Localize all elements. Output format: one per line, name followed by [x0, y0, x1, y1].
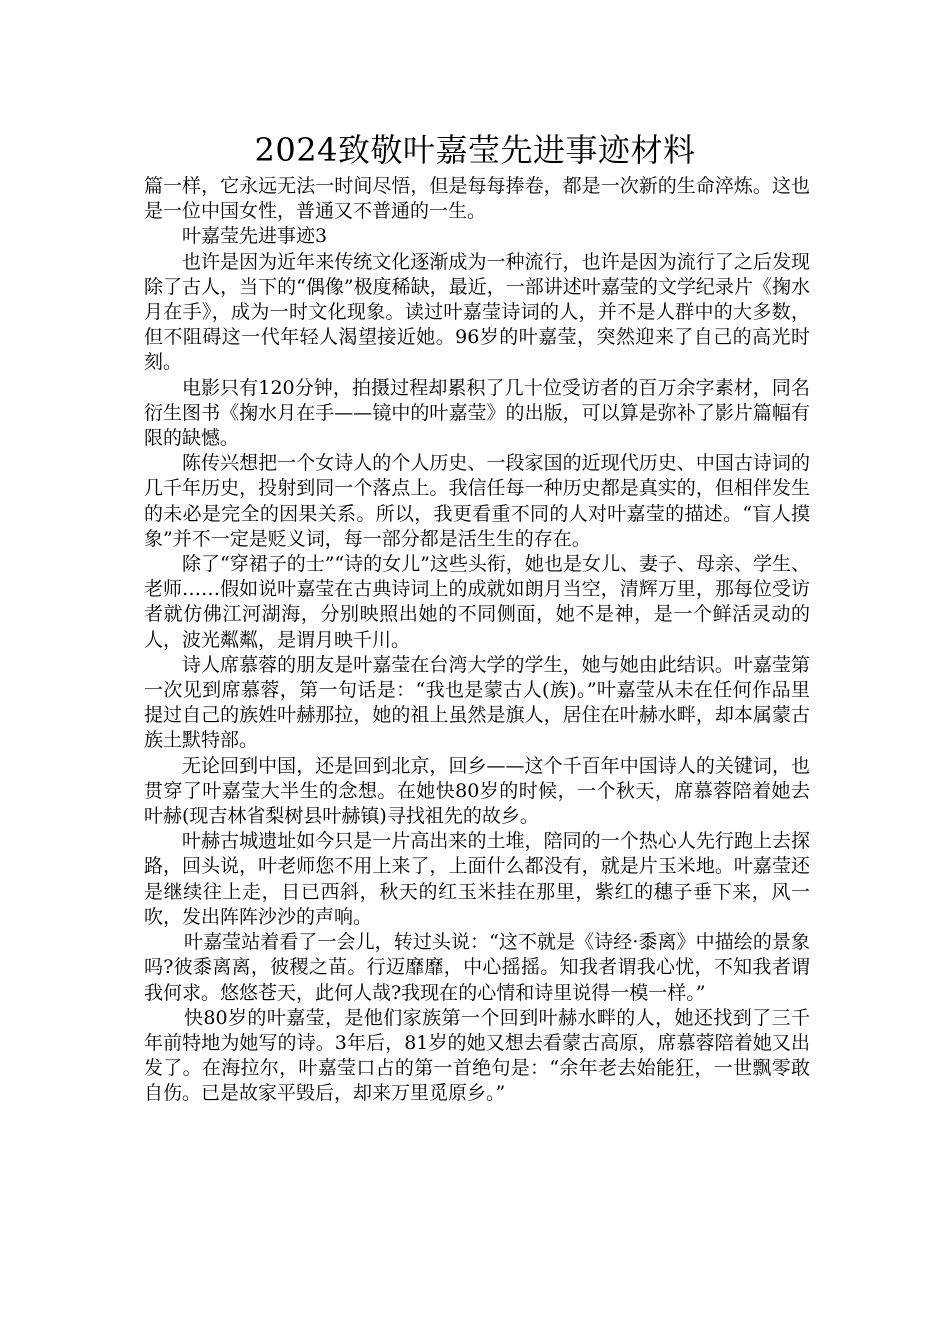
paragraph: 也许是因为近年来传统文化逐渐成为一种流行，也许是因为流行了之后发现除了古人，当下的“偶像”极度稀缺，最近，一部讲述叶嘉莹的文学纪录片《掬水月在手》，成为一时文化现象。读过叶嘉莹诗词的人，并不是人群中的大多数，但不阻碍这一代年轻人渴望接近她。96岁的叶嘉莹，突然迎来了自己的高光时刻。	[144, 250, 810, 374]
section-heading: 叶嘉莹先进事迹3	[182, 225, 328, 248]
paragraph: 诗人席慕蓉的朋友是叶嘉莹在台湾大学的学生，她与她由此结识。叶嘉莹第一次见到席慕蓉，第一句话是：“我也是蒙古人(族)。”叶嘉莹从未在任何作品里提过自己的族姓叶赫那拉，她的祖上虽然是旗人，居住在叶赫水畔，却本属蒙古族土默特部。	[144, 653, 810, 752]
paragraph-continuation: 篇一样，它永远无法一时间尽悟，但是每每捧卷，都是一次新的生命淬炼。这也是一位中国女性，普通又不普通的一生。	[144, 175, 810, 223]
document-body	[144, 174, 810, 1107]
paragraph: 陈传兴想把一个女诗人的个人历史、一段家国的近现代历史、中国古诗词的几千年历史，投射到同一个落点上。我信任每一种历史都是真实的，但相伴发生的未必是完全的因果关系。所以，我更看重不同的人对叶嘉莹的描述。“盲人摸象”并不一定是贬义词，每一部分都是活生生的存在。	[144, 452, 810, 550]
paragraph: 叶嘉莹站着看了一会儿，转过头说：“这不就是《诗经·黍离》中描绘的景象吗?彼黍离离，彼稷之苗。行迈靡靡，中心摇摇。知我者谓我心忧，不知我者谓我何求。悠悠苍天，此何人哉?我现在的心情和诗里说得一模一样。”	[144, 931, 810, 1004]
document-title: 2024致敬叶嘉莹先进事迹材料	[254, 131, 696, 169]
paragraph: 电影只有120分钟，拍摄过程却累积了几十位受访者的百万余字素材，同名衍生图书《掬水月在手——镜中的叶嘉莹》的出版，可以算是弥补了影片篇幅有限的缺憾。	[144, 376, 810, 450]
paragraph: 叶赫古城遗址如今只是一片高出来的土堆，陪同的一个热心人先行跑上去探路，回头说，叶老师您不用上来了，上面什么都没有，就是片玉米地。叶嘉莹还是继续往上走，日已西斜，秋天的红玉米挂在那里，紫红的穗子垂下来，风一吹，发出阵阵沙沙的声响。	[144, 830, 810, 928]
paragraph: 快80岁的叶嘉莹，是他们家族第一个回到叶赫水畔的人，她还找到了三千年前特地为她写的诗。3年后，81岁的她又想去看蒙古高原，席慕蓉陪着她又出发了。在海拉尔，叶嘉莹口占的第一首绝句是：“余年老去始能狂，一世飘零敢自伤。已是故家平毁后，却来万里觅原乡。”	[144, 1006, 810, 1105]
paragraph: 无论回到中国，还是回到北京，回乡——这个千百年中国诗人的关键词，也贯穿了叶嘉莹大半生的念想。在她快80岁的时候，一个秋天，席慕蓉陪着她去叶赫(现吉林省梨树县叶赫镇)寻找祖先的故乡。	[144, 754, 810, 828]
paragraph: 除了“穿裙子的士”“诗的女儿”这些头衔，她也是女儿、妻子、母亲、学生、老师……假如说叶嘉莹在古典诗词上的成就如朗月当空，清辉万里，那每位受访者就仿佛江河湖海，分别映照出她的不同侧面，她不是神，是一个鲜活灵动的人，波光粼粼，是谓月映千川。	[144, 553, 810, 651]
